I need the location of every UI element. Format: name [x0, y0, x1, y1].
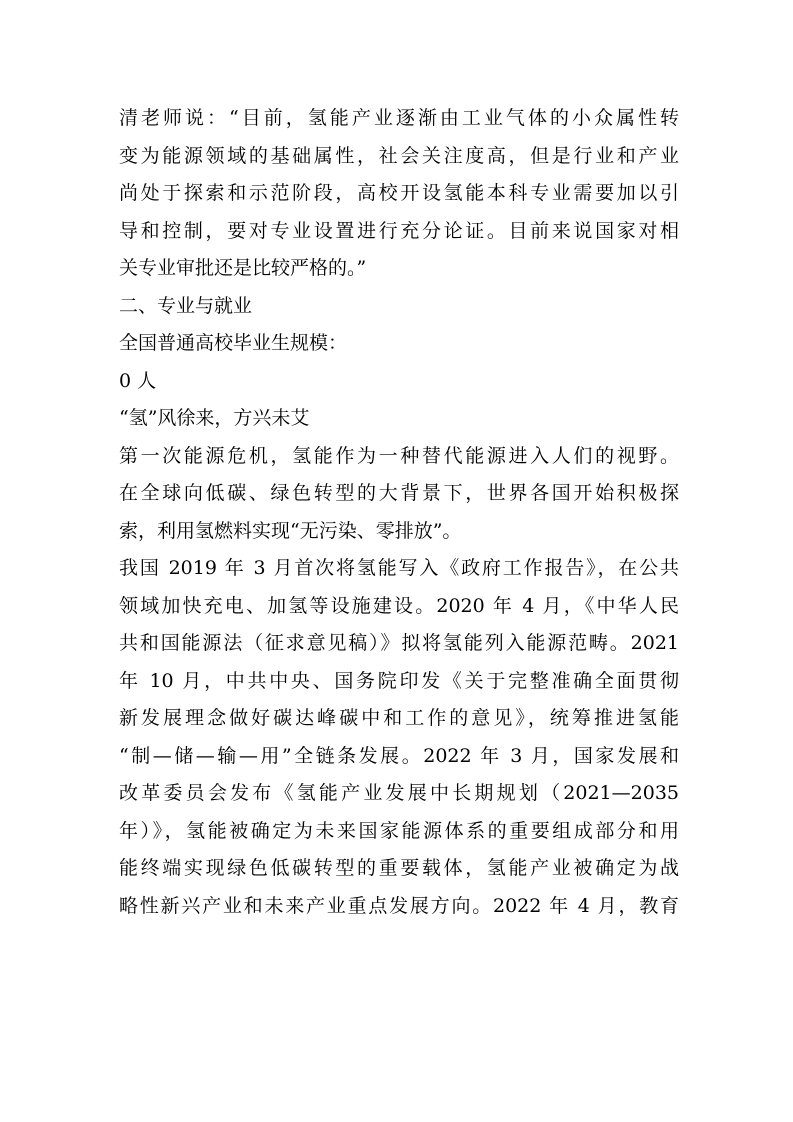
- section-heading: 二、专业与就业: [119, 294, 253, 317]
- text-line-14: 领域加快充电、加氢等设施建设。2020 年 4 月，《中华人民: [119, 594, 679, 617]
- document-body: [119, 100, 679, 925]
- text-line-10: 第一次能源危机，氢能作为一种替代能源进入人们的视野。: [119, 444, 679, 467]
- graduate-scale-label: 全国普通高校毕业生规模：: [119, 332, 348, 354]
- text-line-20: 年）》，氢能被确定为未来国家能源体系的重要组成部分和用: [119, 819, 679, 842]
- text-line-21: 能终端实现绿色低碳转型的重要载体，氢能产业被确定为战: [119, 857, 679, 879]
- text-line-16: 年 10 月，中共中央、国务院印发《关于完整准确全面贯彻: [119, 669, 679, 692]
- text-line-3: 尚处于探索和示范阶段，高校开设氢能本科专业需要加以引: [119, 182, 679, 204]
- subheading: “氢”风徐来，方兴未艾: [119, 407, 310, 429]
- text-line-17: 新发展理念做好碳达峰碳中和工作的意见》，统筹推进氢能: [119, 707, 679, 729]
- text-line-4: 导和控制，要对专业设置进行充分论证。目前来说国家对相: [119, 219, 679, 242]
- graduate-scale-value: 0 人: [119, 369, 157, 392]
- text-line-19: 改革委员会发布《氢能产业发展中长期规划（2021—2035: [119, 782, 679, 804]
- text-line-13: 我国 2019 年 3 月首次将氢能写入《政府工作报告》，在公共: [119, 557, 679, 579]
- text-line-12: 索，利用氢燃料实现“无污染、零排放”。: [119, 519, 462, 542]
- text-line-5: 关专业审批还是比较严格的。”: [119, 257, 367, 279]
- text-line-11: 在全球向低碳、绿色转型的大背景下，世界各国开始积极探: [119, 482, 679, 504]
- text-line-2: 变为能源领域的基础属性，社会关注度高，但是行业和产业: [119, 144, 679, 167]
- text-line-18: “制—储—输—用”全链条发展。2022 年 3 月，国家发展和: [119, 744, 679, 767]
- text-line-1: 清老师说：“目前，氢能产业逐渐由工业气体的小众属性转: [119, 107, 679, 129]
- text-line-15: 共和国能源法（征求意见稿）》拟将氢能列入能源范畴。2021: [119, 632, 679, 654]
- text-line-22: 略性新兴产业和未来产业重点发展方向。2022 年 4 月，教育: [119, 894, 679, 917]
